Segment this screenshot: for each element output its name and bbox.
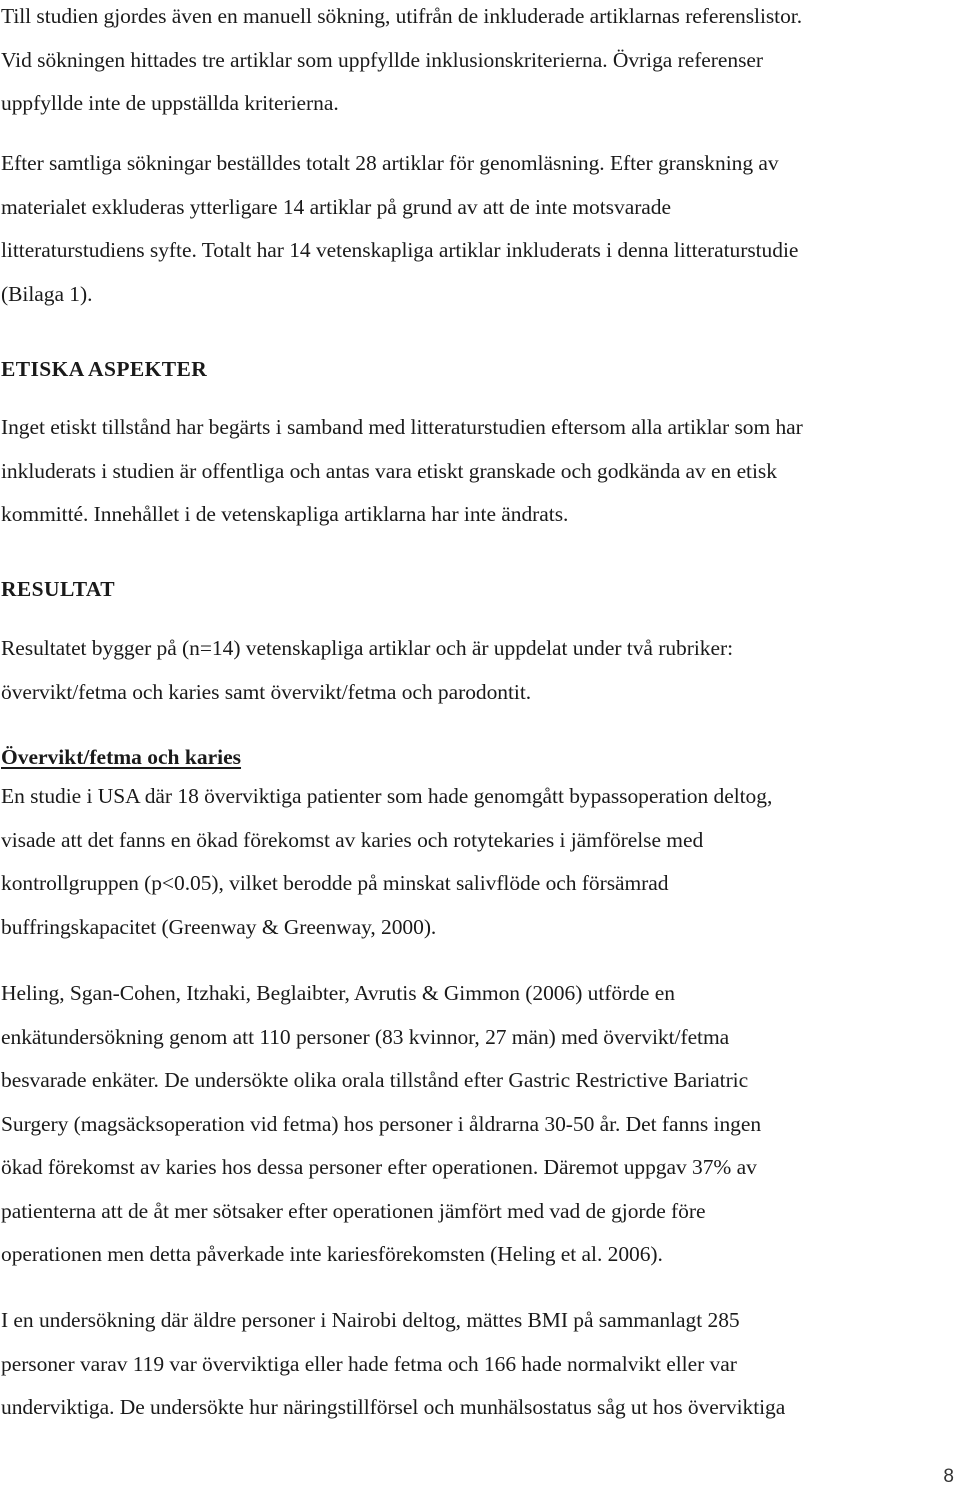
text-line: personer varav 119 var överviktiga eller hade fetma och 166 hade normalvikt eller var — [1, 1351, 737, 1376]
text-line: Inget etiskt tillstånd har begärts i samband med litteraturstudien eftersom alla artiklar som har — [1, 415, 803, 439]
text-line: patienterna att de åt mer sötsaker efter operationen jämfört med vad de gjorde före — [1, 1198, 706, 1223]
text-line: visade att det fanns en ökad förekomst av karies och rotytekaries i jämförelse med — [1, 827, 704, 852]
text-line: besvarade enkäter. De undersökte olika orala tillstånd efter Gastric Restrictive Bariatric — [1, 1068, 749, 1092]
text-line: (Bilaga 1). — [1, 281, 93, 306]
text-line: Resultatet bygger på (n=14) vetenskapliga artiklar och är uppdelat under två rubriker: — [1, 636, 733, 660]
paragraph-heling-study — [1, 972, 956, 1277]
paragraph-results — [1, 627, 956, 714]
text-line: Efter samtliga sökningar beställdes totalt 28 artiklar för genomläsning. Efter granskning av — [1, 151, 779, 175]
paragraph-manual-search — [1, 0, 956, 126]
paragraph-nairobi-study — [1, 1299, 956, 1430]
section-heading-ethics: ETISKA ASPEKTER — [1, 357, 208, 381]
text-line: enkätundersökning genom att 110 personer (83 kvinnor, 27 män) med övervikt/fetma — [1, 1024, 730, 1049]
paragraph-article-selection — [1, 142, 956, 316]
text-line: kontrollgruppen (p<0.05), vilket berodde på minskat salivflöde och försämrad — [1, 871, 669, 895]
section-heading-results: RESULTAT — [1, 577, 115, 601]
paragraph-usa-study — [1, 775, 956, 949]
text-line: operationen men detta påverkade inte kariesförekomsten (Heling et al. 2006). — [1, 1242, 663, 1266]
text-line: underviktiga. De undersökte hur näringstillförsel och munhälsostatus såg ut hos överviktiga — [1, 1395, 786, 1419]
text-line: övervikt/fetma och karies samt övervikt/fetma och parodontit. — [1, 679, 532, 704]
text-line: Heling, Sgan-Cohen, Itzhaki, Beglaibter, Avrutis & Gimmon (2006) utförde en — [1, 981, 675, 1005]
text-line: uppfyllde inte de uppställda kriterierna. — [1, 91, 339, 115]
text-line: buffringskapacitet (Greenway & Greenway, 2000). — [1, 914, 437, 939]
text-line: inkluderats i studien är offentliga och antas vara etiskt granskade och godkända av en etisk — [1, 458, 777, 483]
text-line: kommitté. Innehållet i de vetenskapliga artiklarna har inte ändrats. — [1, 502, 569, 526]
paragraph-ethics — [1, 406, 956, 537]
text-line: Surgery (magsäcksoperation vid fetma) hos personer i åldrarna 30-50 år. Det fanns ingen — [1, 1111, 762, 1136]
page-number: 8 — [943, 1466, 954, 1487]
text-line: En studie i USA där 18 överviktiga patienter som hade genomgått bypassoperation deltog, — [1, 784, 773, 808]
text-line: litteraturstudiens syfte. Totalt har 14 vetenskapliga artiklar inkluderats i denna litteraturstudie — [1, 238, 799, 262]
text-line: Vid sökningen hittades tre artiklar som uppfyllde inklusionskriterierna. Övriga referenser — [1, 47, 764, 72]
subsection-heading-obesity-caries: Övervikt/fetma och karies — [1, 745, 242, 769]
text-line: materialet exkluderas ytterligare 14 artiklar på grund av att de inte motsvarade — [1, 194, 671, 219]
text-line: I en undersökning där äldre personer i Nairobi deltog, mättes BMI på sammanlagt 285 — [1, 1308, 740, 1332]
text-line: Till studien gjordes även en manuell sökning, utifrån de inkluderade artiklarnas referenslistor. — [1, 4, 803, 28]
text-line: ökad förekomst av karies hos dessa personer efter operationen. Däremot uppgav 37% av — [1, 1155, 757, 1179]
